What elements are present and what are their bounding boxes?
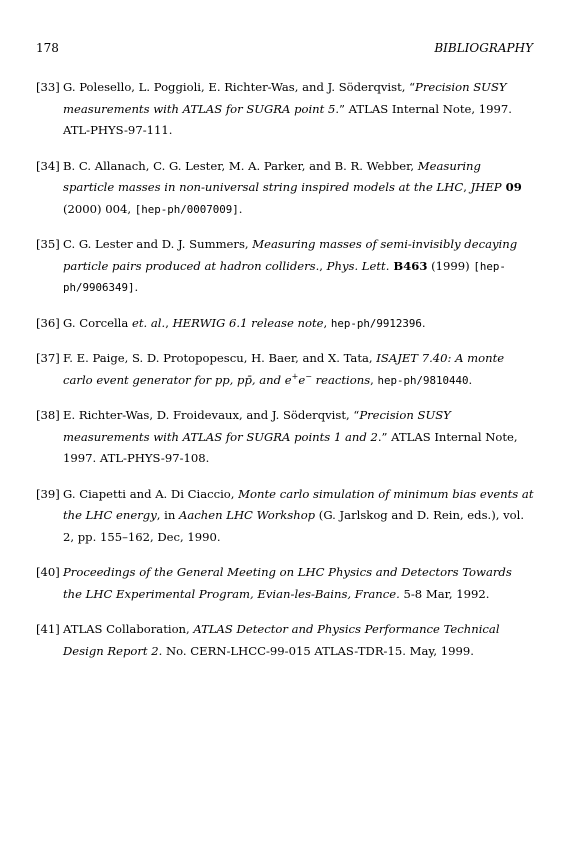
reference-fragment: Measuring masses of semi-invisibly decaying particle pairs produced at hadron colliders. xyxy=(63,237,518,273)
reference-text xyxy=(63,484,534,549)
reference-text xyxy=(63,562,534,605)
reference-fragment: .” ATLAS Internal Note, 1997. ATL-PHYS-97-108. xyxy=(63,429,518,465)
reference-fragment: C. G. Lester and D. J. Summers, xyxy=(63,237,253,251)
reference-item xyxy=(36,156,534,221)
reference-fragment: ISAJET 7.40: A monte carlo event generator for pp, pp̄, and e xyxy=(63,351,505,387)
reference-fragment: . xyxy=(238,201,243,216)
reference-fragment: Monte carlo simulation of minimum bias events at the LHC energy xyxy=(63,486,534,522)
reference-fragment: . xyxy=(468,372,473,387)
reference-fragment: Aachen LHC Workshop xyxy=(178,508,316,522)
reference-fragment: B. C. Allanach, C. G. Lester, M. A. Parker, and B. R. Webber, xyxy=(63,158,418,173)
reference-fragment: ATLAS Detector and Physics Performance Technical Design Report 2. xyxy=(63,622,500,658)
reference-fragment: Proceedings of the General Meeting on LHC Physics and Detectors Towards the LHC Experimental Program, Evian-les-Bains, France. xyxy=(63,565,512,601)
reference-fragment: JHEP xyxy=(470,180,502,194)
reference-fragment: HERWIG 6.1 release note xyxy=(172,315,324,330)
reference-fragment: 09 xyxy=(501,180,522,194)
reference-text xyxy=(63,234,534,299)
reference-fragment: G. Corcella xyxy=(63,315,132,330)
reference-fragment: [hep-ph/0007009] xyxy=(134,202,239,216)
reference-fragment: , xyxy=(165,315,173,330)
reference-fragment: (2000) 004, xyxy=(63,201,135,216)
reference-fragment: . xyxy=(134,280,139,294)
reference-fragment: G. Ciapetti and A. Di Ciaccio, xyxy=(63,486,239,501)
reference-fragment: B463 xyxy=(389,258,428,273)
reference-number: [40] xyxy=(36,565,60,579)
reference-number: [35] xyxy=(36,237,60,251)
reference-text xyxy=(63,156,534,221)
page-number: 178 xyxy=(36,41,59,55)
reference-fragment: (G. Jarlskog and D. Rein, eds.), vol. 2, pp. 155–162, Dec, 1990. xyxy=(63,508,525,544)
reference-fragment: E. Richter-Was, D. Froidevaux, and J. Söderqvist, “ xyxy=(63,408,360,422)
reference-number: [38] xyxy=(36,408,60,422)
reference-fragment: 5-8 Mar, 1992. xyxy=(399,586,490,601)
running-title: BIBLIOGRAPHY xyxy=(434,41,533,55)
reference-fragment: , xyxy=(463,180,471,194)
reference-fragment: ATLAS Collaboration, xyxy=(63,622,194,636)
reference-fragment: .” ATLAS Internal Note, 1997. ATL-PHYS-97-111. xyxy=(63,101,512,137)
reference-fragment: F. E. Paige, S. D. Protopopescu, H. Baer, and X. Tata, xyxy=(63,351,377,365)
reference-fragment: , xyxy=(370,372,378,387)
reference-item xyxy=(36,562,534,605)
reference-text xyxy=(63,405,534,470)
reference-fragment: Precision SUSY measurements with ATLAS for SUGRA point 5 xyxy=(63,80,507,116)
reference-item xyxy=(36,348,534,391)
reference-text xyxy=(63,313,534,335)
reference-fragment: , xyxy=(323,315,331,330)
reference-text xyxy=(63,77,534,142)
reference-text xyxy=(63,348,534,391)
reference-fragment: , in xyxy=(156,508,179,522)
reference-fragment: − xyxy=(305,371,312,381)
reference-text xyxy=(63,619,534,662)
reference-item xyxy=(36,619,534,662)
reference-fragment: et. al. xyxy=(131,315,166,330)
reference-fragment: Precision SUSY measurements with ATLAS for SUGRA points 1 and 2 xyxy=(63,408,451,444)
reference-number: [39] xyxy=(36,486,60,501)
reference-fragment: Measuring sparticle masses in non-universal string inspired models at the LHC xyxy=(63,158,481,194)
reference-number: [34] xyxy=(36,158,60,173)
reference-fragment: hep-ph/9912396 xyxy=(330,316,422,330)
reference-fragment: hep-ph/9810440 xyxy=(377,373,469,387)
reference-fragment: + xyxy=(291,371,299,381)
bibliography-list xyxy=(36,77,534,676)
reference-number: [37] xyxy=(36,351,60,365)
reference-number: [33] xyxy=(36,80,60,94)
reference-number: [41] xyxy=(36,622,60,636)
reference-fragment: Phys. Lett. xyxy=(326,258,390,273)
reference-fragment: [hep-ph/9906349] xyxy=(63,259,506,294)
reference-fragment: e xyxy=(298,372,306,387)
page-header xyxy=(36,41,533,57)
reference-item xyxy=(36,77,534,142)
reference-item xyxy=(36,313,534,335)
reference-item xyxy=(36,484,534,549)
reference-fragment: (1999) xyxy=(427,258,474,273)
reference-fragment: G. Polesello, L. Poggioli, E. Richter-Was, and J. Söderqvist, “ xyxy=(63,80,416,94)
reference-fragment: , xyxy=(319,258,327,273)
reference-fragment: reactions xyxy=(311,372,371,387)
reference-item xyxy=(36,234,534,299)
reference-fragment: . xyxy=(421,315,426,330)
reference-item xyxy=(36,405,534,470)
reference-fragment: No. CERN-LHCC-99-015 ATLAS-TDR-15. May, 1999. xyxy=(162,643,474,658)
reference-number: [36] xyxy=(36,315,60,330)
